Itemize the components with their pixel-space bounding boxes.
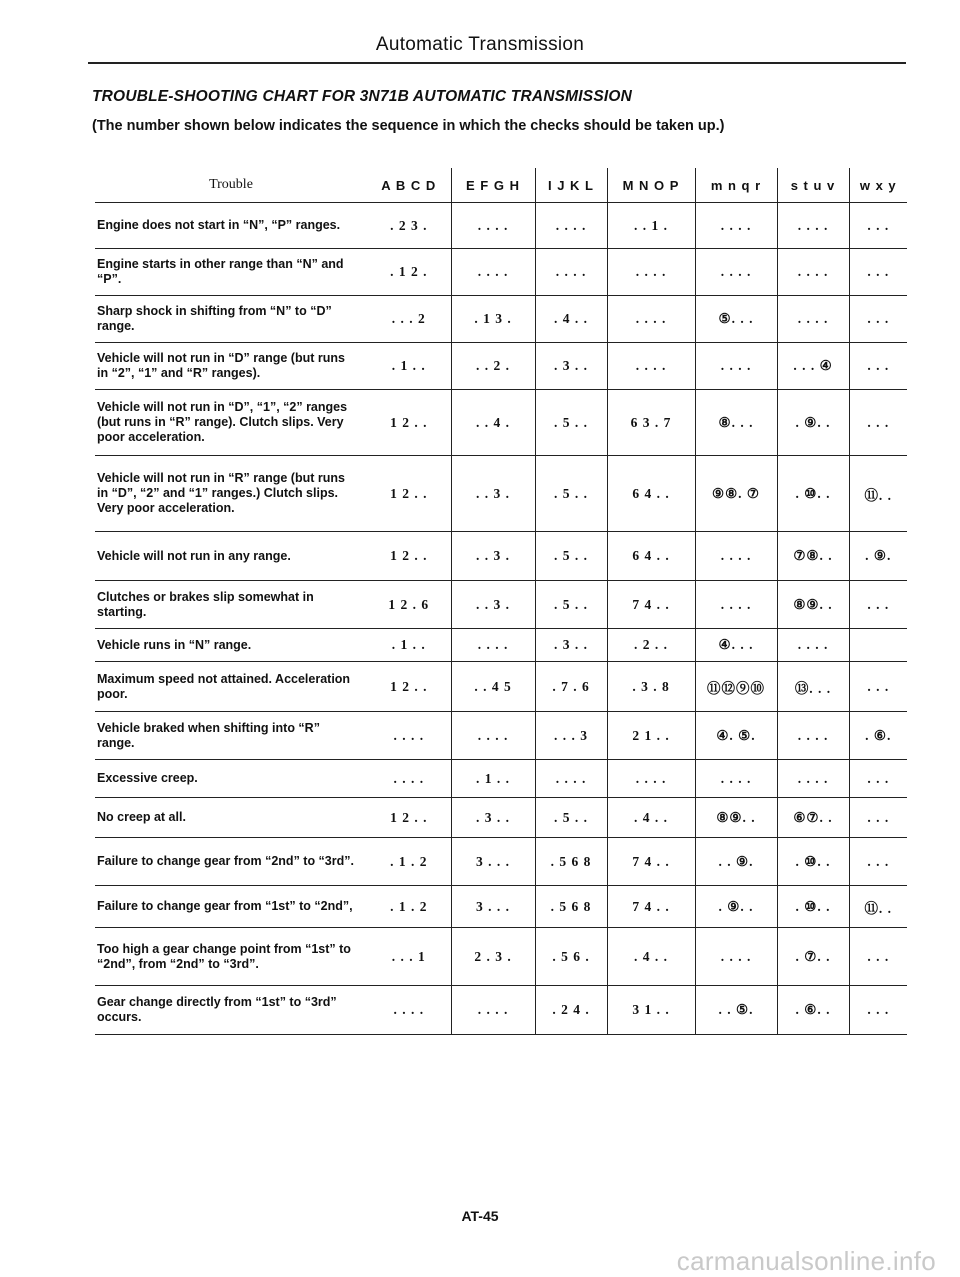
sequence-cell: 1 2 . . xyxy=(367,798,451,838)
sequence-cell: . . . 2 xyxy=(367,296,451,343)
sequence-cell: . . ⑤. xyxy=(695,986,777,1035)
sequence-cell: ④. . . xyxy=(695,629,777,662)
trouble-description: Vehicle will not run in “D”, “1”, “2” ranges (but runs in “R” range). Clutch slips. Very poor acceleration. xyxy=(95,390,367,456)
table-row xyxy=(95,203,907,249)
sequence-cell: . 5 . . xyxy=(535,390,607,456)
sequence-cell: . . . xyxy=(849,390,907,456)
sequence-cell: . . . . xyxy=(777,296,849,343)
sequence-cell: . . 3 . xyxy=(451,581,535,629)
sequence-cell: . 4 . . xyxy=(607,928,695,986)
document-subtitle: (The number shown below indicates the sequence in which the checks should be taken up.) xyxy=(92,118,725,134)
trouble-description: Vehicle braked when shifting into “R” range. xyxy=(95,712,367,760)
sequence-cell: ⑤. . . xyxy=(695,296,777,343)
sequence-cell: 1 2 . . xyxy=(367,456,451,532)
sequence-cell: . . . xyxy=(849,986,907,1035)
sequence-cell: . ⑥. . xyxy=(777,986,849,1035)
table-body xyxy=(95,203,907,1035)
sequence-cell: . . 4 . xyxy=(451,390,535,456)
sequence-cell: . . . . xyxy=(777,249,849,296)
table-row xyxy=(95,928,907,986)
table-row xyxy=(95,662,907,712)
sequence-cell: 3 . . . xyxy=(451,886,535,928)
sequence-cell: . . . . xyxy=(367,986,451,1035)
sequence-cell: . 1 2 . xyxy=(367,249,451,296)
sequence-cell: . ⑦. . xyxy=(777,928,849,986)
table-row xyxy=(95,581,907,629)
sequence-cell: . 1 . 2 xyxy=(367,838,451,886)
section-header: Automatic Transmission xyxy=(375,34,585,55)
sequence-cell: . . . . xyxy=(695,760,777,798)
sequence-cell: 3 . . . xyxy=(451,838,535,886)
trouble-description: Clutches or brakes slip somewhat in starting. xyxy=(95,581,367,629)
sequence-cell: . ⑨. . xyxy=(777,390,849,456)
sequence-cell: . 4 . . xyxy=(607,798,695,838)
sequence-cell: . . . . xyxy=(777,629,849,662)
sequence-cell: . ⑥. xyxy=(849,712,907,760)
sequence-cell: . ⑩. . xyxy=(777,886,849,928)
trouble-description: Gear change directly from “1st” to “3rd” occurs. xyxy=(95,986,367,1035)
sequence-cell: . . . xyxy=(849,249,907,296)
sequence-cell: . 5 . . xyxy=(535,798,607,838)
sequence-cell: ⑥⑦. . xyxy=(777,798,849,838)
sequence-cell: ⑪. . xyxy=(849,886,907,928)
sequence-cell: . 2 3 . xyxy=(367,203,451,249)
sequence-cell: . . . xyxy=(849,838,907,886)
sequence-cell: . . . . xyxy=(535,203,607,249)
sequence-cell: . 3 . 8 xyxy=(607,662,695,712)
sequence-cell: 2 1 . . xyxy=(607,712,695,760)
sequence-cell: . . 4 5 xyxy=(451,662,535,712)
trouble-description: Excessive creep. xyxy=(95,760,367,798)
sequence-cell: . . . . xyxy=(367,760,451,798)
sequence-cell: . . 1 . xyxy=(607,203,695,249)
sequence-cell: . . . . xyxy=(451,203,535,249)
trouble-description: Vehicle runs in “N” range. xyxy=(95,629,367,662)
sequence-cell: 1 2 . . xyxy=(367,662,451,712)
sequence-cell: 2 . 3 . xyxy=(451,928,535,986)
sequence-cell: . ⑨. . xyxy=(695,886,777,928)
sequence-cell: 6 4 . . xyxy=(607,532,695,581)
trouble-description: Vehicle will not run in any range. xyxy=(95,532,367,581)
trouble-description: No creep at all. xyxy=(95,798,367,838)
sequence-cell: . ⑩. . xyxy=(777,456,849,532)
sequence-cell: ⑧⑨. . xyxy=(777,581,849,629)
sequence-cell: . . . . xyxy=(607,343,695,390)
table-row xyxy=(95,760,907,798)
sequence-cell: ④. ⑤. xyxy=(695,712,777,760)
sequence-cell: . . . xyxy=(849,203,907,249)
sequence-cell: 1 2 . . xyxy=(367,532,451,581)
sequence-cell: . . . . xyxy=(777,203,849,249)
column-header: s t u v xyxy=(777,168,849,203)
sequence-cell: . . ⑨. xyxy=(695,838,777,886)
table-row xyxy=(95,249,907,296)
sequence-cell: . 3 . . xyxy=(535,343,607,390)
sequence-cell: 6 4 . . xyxy=(607,456,695,532)
sequence-cell: . . 2 . xyxy=(451,343,535,390)
sequence-cell: . 5 6 8 xyxy=(535,886,607,928)
sequence-cell: . 1 . 2 xyxy=(367,886,451,928)
table-row xyxy=(95,986,907,1035)
column-header: m n q r xyxy=(695,168,777,203)
sequence-cell: . . . . xyxy=(777,712,849,760)
sequence-cell: . 5 . . xyxy=(535,581,607,629)
column-header: E F G H xyxy=(451,168,535,203)
column-header: A B C D xyxy=(367,168,451,203)
trouble-description: Failure to change gear from “2nd” to “3rd”. xyxy=(95,838,367,886)
header-divider xyxy=(88,62,906,64)
sequence-cell: ⑨⑧. ⑦ xyxy=(695,456,777,532)
trouble-shooting-table xyxy=(95,168,907,1035)
sequence-cell: . . . xyxy=(849,662,907,712)
table-row xyxy=(95,456,907,532)
sequence-cell: 7 4 . . xyxy=(607,581,695,629)
table-row xyxy=(95,838,907,886)
sequence-cell: . . . . xyxy=(535,760,607,798)
trouble-description: Sharp shock in shifting from “N” to “D” range. xyxy=(95,296,367,343)
sequence-cell: . . . . xyxy=(695,928,777,986)
sequence-cell: ⑬. . . xyxy=(777,662,849,712)
sequence-cell: . . . . xyxy=(607,760,695,798)
table-row xyxy=(95,532,907,581)
trouble-description: Engine does not start in “N”, “P” ranges. xyxy=(95,203,367,249)
sequence-cell: . 2 . . xyxy=(607,629,695,662)
document-title: TROUBLE-SHOOTING CHART FOR 3N71B AUTOMATIC TRANSMISSION xyxy=(92,88,633,105)
sequence-cell: . ⑨. xyxy=(849,532,907,581)
sequence-cell: . . . 3 xyxy=(535,712,607,760)
sequence-cell: 6 3 . 7 xyxy=(607,390,695,456)
sequence-cell: . . . xyxy=(849,798,907,838)
table-row xyxy=(95,629,907,662)
sequence-cell: . . . . xyxy=(777,760,849,798)
sequence-cell: . . . . xyxy=(607,296,695,343)
table-row xyxy=(95,296,907,343)
sequence-cell: . . . . xyxy=(451,986,535,1035)
trouble-description: Too high a gear change point from “1st” to “2nd”, from “2nd” to “3rd”. xyxy=(95,928,367,986)
table-row xyxy=(95,712,907,760)
sequence-cell: . . . . xyxy=(607,249,695,296)
sequence-cell: . 1 . . xyxy=(367,343,451,390)
sequence-cell: 1 2 . . xyxy=(367,390,451,456)
trouble-description: Failure to change gear from “1st” to “2nd”, xyxy=(95,886,367,928)
sequence-cell: . . . xyxy=(849,343,907,390)
sequence-cell: . . . . xyxy=(451,629,535,662)
trouble-description: Maximum speed not attained. Acceleration poor. xyxy=(95,662,367,712)
sequence-cell: . . . . xyxy=(695,249,777,296)
trouble-description: Engine starts in other range than “N” and “P”. xyxy=(95,249,367,296)
sequence-cell: . 5 6 8 xyxy=(535,838,607,886)
sequence-cell: . . . xyxy=(849,928,907,986)
sequence-cell: . . 3 . xyxy=(451,456,535,532)
sequence-cell: . . . . xyxy=(367,712,451,760)
sequence-cell: . 4 . . xyxy=(535,296,607,343)
sequence-cell: . 5 6 . xyxy=(535,928,607,986)
trouble-column-header: Trouble xyxy=(95,168,367,203)
sequence-cell: ⑧⑨. . xyxy=(695,798,777,838)
page-number: AT-45 xyxy=(461,1208,499,1224)
sequence-cell: . 2 4 . xyxy=(535,986,607,1035)
sequence-cell: 7 4 . . xyxy=(607,886,695,928)
column-header: w x y xyxy=(849,168,907,203)
sequence-cell: . 3 . . xyxy=(535,629,607,662)
table-header-row xyxy=(95,168,907,203)
trouble-description: Vehicle will not run in “R” range (but runs in “D”, “2” and “1” ranges.) Clutch slips. Very poor acceleration. xyxy=(95,456,367,532)
trouble-description: Vehicle will not run in “D” range (but runs in “2”, “1” and “R” ranges). xyxy=(95,343,367,390)
column-header: I J K L xyxy=(535,168,607,203)
table-row xyxy=(95,886,907,928)
sequence-cell: . . . . xyxy=(695,581,777,629)
sequence-cell: 1 2 . 6 xyxy=(367,581,451,629)
sequence-cell: ⑦⑧. . xyxy=(777,532,849,581)
sequence-cell: . ⑩. . xyxy=(777,838,849,886)
column-header: M N O P xyxy=(607,168,695,203)
sequence-cell: . . . ④ xyxy=(777,343,849,390)
sequence-cell: . . . xyxy=(849,581,907,629)
sequence-cell: . . . . xyxy=(695,532,777,581)
sequence-cell: ⑪. . xyxy=(849,456,907,532)
sequence-cell: . 1 3 . xyxy=(451,296,535,343)
sequence-cell: . . . . xyxy=(451,712,535,760)
sequence-cell: . . . . xyxy=(695,203,777,249)
sequence-cell: 3 1 . . xyxy=(607,986,695,1035)
sequence-cell: . . 3 . xyxy=(451,532,535,581)
sequence-cell: . 5 . . xyxy=(535,456,607,532)
sequence-cell: . 1 . . xyxy=(367,629,451,662)
table-row xyxy=(95,390,907,456)
table-row xyxy=(95,798,907,838)
sequence-cell: . . . 1 xyxy=(367,928,451,986)
sequence-cell: 7 4 . . xyxy=(607,838,695,886)
sequence-cell: . . . . xyxy=(451,249,535,296)
sequence-cell: . . . . xyxy=(695,343,777,390)
sequence-cell: ⑪⑫⑨⑩ xyxy=(695,662,777,712)
sequence-cell: . . . xyxy=(849,760,907,798)
sequence-cell: ⑧. . . xyxy=(695,390,777,456)
sequence-cell xyxy=(849,629,907,662)
watermark: carmanualsonline.info xyxy=(676,1246,936,1276)
sequence-cell: . . . xyxy=(849,296,907,343)
sequence-cell: . . . . xyxy=(535,249,607,296)
sequence-cell: . 1 . . xyxy=(451,760,535,798)
sequence-cell: . 3 . . xyxy=(451,798,535,838)
table-row xyxy=(95,343,907,390)
sequence-cell: . 7 . 6 xyxy=(535,662,607,712)
sequence-cell: . 5 . . xyxy=(535,532,607,581)
